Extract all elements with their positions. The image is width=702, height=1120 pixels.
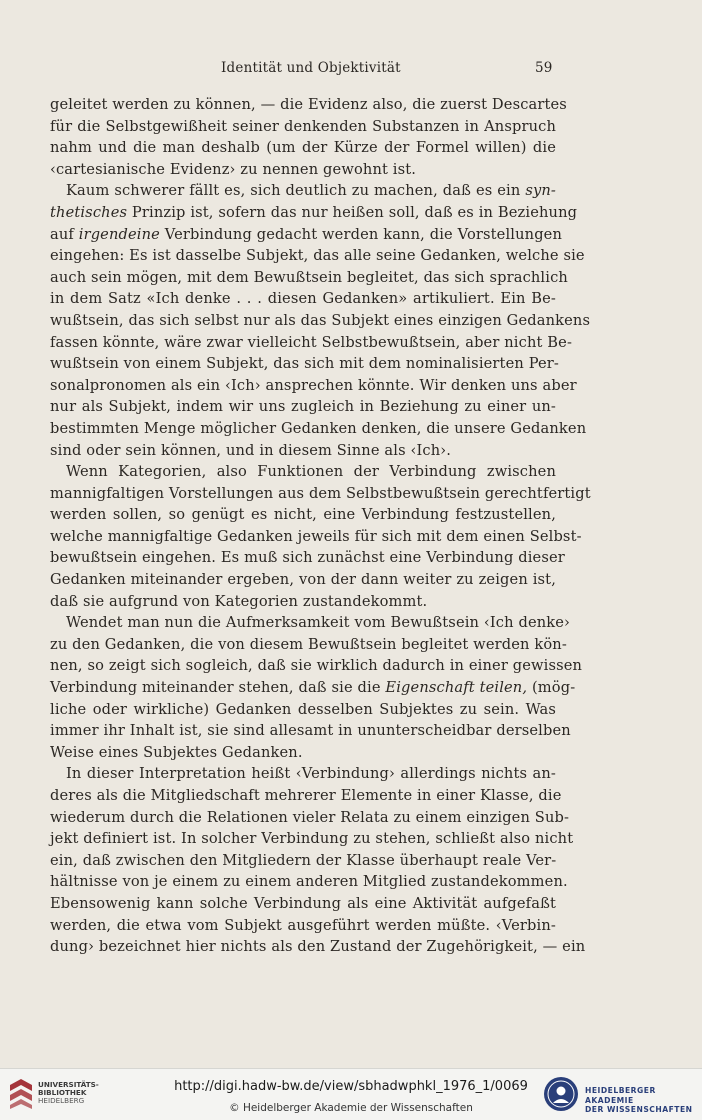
academy-name-line-1: HEIDELBERGER AKADEMIE: [585, 1086, 656, 1105]
text-segment: jekt definiert ist. In solcher Verbindung zu stehen, schließt also nicht: [50, 830, 574, 848]
text-line: [50, 612, 571, 634]
text-segment: nur als Subjekt, indem wir uns zugleich in Beziehung zu einer un-: [50, 398, 556, 416]
text-line: [50, 915, 556, 937]
text-segment: Wendet man nun die Aufmerksamkeit vom Bewußtsein ‹Ich denke›: [66, 614, 571, 632]
text-segment: geleitet werden zu können, — die Evidenz also, die zuerst Descartes: [50, 96, 567, 113]
text-segment: zu den Gedanken, die von diesem Bewußtsein begleitet werden kön-: [50, 635, 567, 653]
text-segment: daß sie aufgrund von Kategorien zustandekommt.: [50, 592, 428, 610]
text-segment: nahm und die man deshalb (um der Kürze der Formel willen) die: [50, 139, 556, 157]
academy-name: [585, 1086, 702, 1115]
text-segment: auf: [50, 225, 79, 243]
text-line: [50, 569, 556, 591]
text-line: [50, 461, 556, 483]
text-segment: Gedanken miteinander ergeben, von der dann weiter zu zeigen ist,: [50, 571, 556, 589]
text-segment: sonalpronomen als ein ‹Ich› ansprechen könnte. Wir denken uns aber: [50, 376, 577, 394]
text-segment: wußtsein, das sich selbst nur als das Subjekt eines einzigen Gedankens: [50, 311, 591, 329]
body-text: [50, 94, 591, 958]
running-title: Identität und Objektivität: [221, 60, 401, 76]
text-segment: Verbindung miteinander stehen, daß sie die: [50, 679, 386, 697]
text-line: [50, 828, 574, 850]
text-segment: welche mannigfaltige Gedanken jeweils für sich mit dem einen Selbst-: [50, 527, 582, 545]
text-segment: Wenn Kategorien, also Funktionen der Verbindung zwischen: [66, 463, 556, 481]
text-line: [50, 332, 573, 354]
text-line: [50, 310, 591, 332]
text-line: [50, 396, 556, 418]
text-segment: ‹cartesianische Evidenz› zu nennen gewohnt ist.: [50, 160, 417, 178]
text-line: [50, 547, 565, 569]
text-line: [50, 526, 582, 548]
text-segment: eingehen: Es ist dasselbe Subjekt, das alle seine Gedanken, welche sie: [50, 247, 585, 265]
text-segment: dung› bezeichnet hier nichts als den Zustand der Zugehörigkeit, — ein: [50, 938, 586, 956]
text-segment: (mög-: [527, 679, 576, 697]
emphasized-text: syn-: [525, 182, 556, 200]
library-name-line-2: BIBLIOTHEK: [38, 1088, 87, 1097]
text-line: [50, 871, 568, 893]
text-line: [50, 763, 556, 785]
text-segment: bestimmten Menge möglicher Gedanken denken, die unsere Gedanken: [50, 419, 587, 437]
text-line: [50, 504, 556, 526]
text-line: [50, 202, 578, 224]
text-line: [50, 634, 567, 656]
text-segment: nen, so zeigt sich sogleich, daß sie wirklich dadurch in einer gewissen: [50, 657, 583, 675]
text-line: [50, 655, 583, 677]
text-segment: sind oder sein können, und in diesem Sinne als ‹Ich›.: [50, 441, 452, 459]
emphasized-text: thetisches: [50, 203, 128, 221]
text-segment: für die Selbstgewißheit seiner denkenden Substanzen in Anspruch: [50, 117, 556, 135]
text-line: [50, 699, 556, 721]
text-line: [50, 288, 556, 310]
text-segment: deres als die Mitgliedschaft mehrerer Elemente in einer Klasse, die: [50, 787, 562, 804]
text-line: [50, 591, 556, 613]
text-segment: werden sollen, so genügt es nicht, eine Verbindung festzustellen,: [50, 506, 556, 524]
text-segment: wiederum durch die Relationen vieler Relata zu einem einzigen Sub-: [50, 808, 570, 826]
page-number: 59: [535, 60, 553, 76]
text-segment: ein, daß zwischen den Mitgliedern der Klasse überhaupt reale Ver-: [50, 851, 557, 869]
text-line: [50, 137, 556, 159]
text-segment: Weise eines Subjektes Gedanken.: [50, 743, 303, 761]
text-line: [50, 224, 563, 246]
text-line: [50, 180, 556, 202]
emphasized-text: irgendeine: [78, 225, 160, 243]
text-line: [50, 375, 577, 397]
text-segment: Verbindung gedacht werden kann, die Vorstellungen: [159, 225, 563, 243]
library-city: HEIDELBERG: [38, 1096, 85, 1105]
text-segment: immer ihr Inhalt ist, sie sind allesamt in ununterscheidbar derselben: [50, 722, 571, 740]
text-line: [50, 785, 562, 807]
text-segment: In dieser Interpretation heißt ‹Verbindung› allerdings nichts an-: [66, 765, 556, 783]
text-line: [50, 116, 556, 138]
library-name-line-1: UNIVERSITÄTS-: [38, 1080, 99, 1089]
text-segment: wußtsein von einem Subjekt, das sich mit dem nominalisierten Per-: [50, 355, 560, 373]
text-segment: liche oder wirkliche) Gedanken desselben Subjektes zu sein. Was: [50, 700, 556, 718]
text-line: [50, 742, 556, 764]
text-line: [50, 440, 556, 462]
text-segment: in dem Satz «Ich denke . . . diesen Gedanken» artikuliert. Ein Be-: [50, 290, 556, 308]
running-head: [0, 60, 702, 80]
viewer-footer: [0, 1068, 702, 1120]
emphasized-text: Eigenschaft teilen,: [385, 679, 528, 697]
text-line: [50, 893, 556, 915]
permalink-url[interactable]: http://digi.hadw-bw.de/view/sbhadwphkl_1976_1/0069: [174, 1079, 528, 1094]
academy-seal-icon: [542, 1075, 580, 1113]
text-segment: bewußtsein eingehen. Es muß sich zunächst eine Verbindung dieser: [50, 549, 565, 567]
text-segment: Kaum schwerer fällt es, sich deutlich zu machen, daß es ein: [66, 182, 526, 200]
text-segment: mannigfaltigen Vorstellungen aus dem Selbstbewußtsein gerechtfertigt: [50, 484, 591, 502]
text-line: [50, 94, 567, 116]
text-line: [50, 418, 587, 440]
text-line: [50, 159, 556, 181]
text-line: [50, 807, 570, 829]
text-segment: hältnisse von je einem zu einem anderen Mitglied zustandekommen.: [50, 873, 568, 891]
text-segment: Ebensowenig kann solche Verbindung als eine Aktivität aufgefaßt: [50, 894, 556, 912]
text-segment: auch sein mögen, mit dem Bewußtsein begleitet, das sich sprachlich: [50, 268, 568, 286]
text-segment: werden, die etwa vom Subjekt ausgeführt werden müßte. ‹Verbin-: [50, 916, 556, 934]
academy-name-line-2: DER WISSENSCHAFTEN: [585, 1105, 693, 1114]
copyright-notice: © Heidelberger Akademie der Wissenschaften: [229, 1102, 473, 1114]
text-line: [50, 353, 560, 375]
text-line: [50, 267, 568, 289]
text-line: [50, 483, 591, 505]
text-line: [50, 720, 571, 742]
text-segment: Prinzip ist, sofern das nur heißen soll, daß es in Beziehung: [127, 203, 578, 221]
text-line: [50, 850, 556, 872]
text-line: [50, 677, 576, 699]
text-line: [50, 936, 586, 958]
text-line: [50, 245, 585, 267]
text-segment: fassen könnte, wäre zwar vielleicht Selbstbewußtsein, aber nicht Be-: [50, 333, 573, 351]
